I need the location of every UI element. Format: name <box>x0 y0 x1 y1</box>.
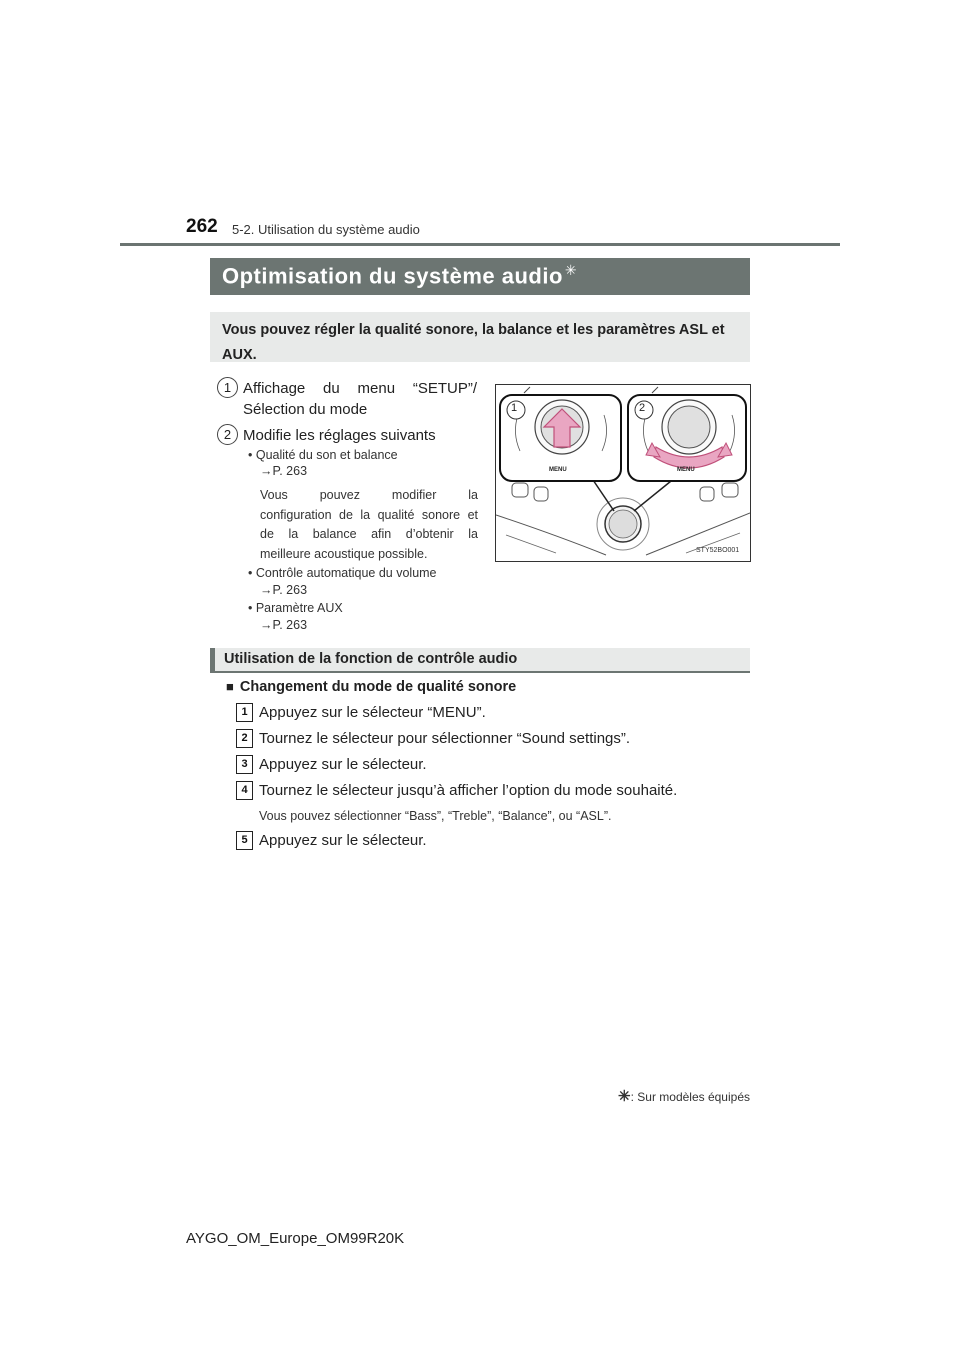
subsection-title: Utilisation de la fonction de contrôle audio <box>224 651 518 667</box>
bullet-aux-ref: →P. 263 <box>260 618 308 632</box>
audio-control-illustration <box>495 384 751 562</box>
footer-doc-id: AYGO_OM_Europe_OM99R20K <box>186 1230 405 1247</box>
bullet-volume-control: • Contrôle automatique du volume <box>248 566 437 580</box>
figure-code: STY52BO001 <box>696 547 740 554</box>
step-text-2: Tournez le sélecteur pour sélectionner “Sound settings”. <box>259 730 631 747</box>
asterisk-icon: ✳ <box>564 262 578 278</box>
subsection-header <box>210 648 750 673</box>
subsection-header-bar <box>210 648 215 673</box>
footnote <box>540 1087 750 1105</box>
item-1-line-1: Affichage du menu “SETUP”/ <box>243 380 477 397</box>
page-title-text: Optimisation du système audio <box>222 263 563 289</box>
callout-number-1: 1 <box>511 402 518 414</box>
bullet-volume-control-ref: →P. 263 <box>260 583 308 597</box>
page-title <box>222 262 577 289</box>
step-number-5: 5 <box>236 831 253 850</box>
step-number-4: 4 <box>236 781 253 800</box>
change-heading-text: Changement du mode de qualité sonore <box>239 679 517 695</box>
step-number-1: 1 <box>236 703 253 722</box>
step-number-3: 3 <box>236 755 253 774</box>
intro-box <box>210 312 750 362</box>
step-text-4: Tournez le sélecteur jusqu’à afficher l’option du mode souhaité. <box>259 782 678 799</box>
page-number: 262 <box>186 216 218 237</box>
square-marker-icon: ■ <box>226 679 234 694</box>
footnote-text: : Sur modèles équipés <box>630 1090 750 1104</box>
intro-text: Vous pouvez régler la qualité sonore, la balance et les paramètres ASL et AUX. <box>222 322 725 363</box>
desc-line-1: Vous pouvez modifier la <box>260 488 478 502</box>
section-label: 5-2. Utilisation du système audio <box>232 222 420 237</box>
step-text-5: Appuyez sur le sélecteur. <box>259 832 427 849</box>
item-2-text: Modifie les réglages suivants <box>243 427 436 444</box>
title-bar <box>210 258 750 295</box>
bullet-aux: • Paramètre AUX <box>248 601 343 615</box>
step-note: Vous pouvez sélectionner “Bass”, “Treble”, “Balance”, ou “ASL”. <box>259 809 612 823</box>
menu-label-2: MENU <box>677 467 695 473</box>
callout-number-2: 2 <box>639 402 646 414</box>
sound-description <box>260 486 478 564</box>
asterisk-icon: ✳ <box>618 1088 631 1105</box>
change-heading <box>226 679 516 695</box>
bullet-sound-quality-ref: →P. 263 <box>260 464 308 478</box>
step-text-1: Appuyez sur le sélecteur “MENU”. <box>259 704 486 721</box>
item-1-line-2: Sélection du mode <box>243 401 368 418</box>
desc-line-3: de la balance afin d’obtenir la <box>260 527 478 541</box>
item-number-2: 2 <box>217 424 238 445</box>
step-number-2: 2 <box>236 729 253 748</box>
item-number-1: 1 <box>217 377 238 398</box>
step-text-3: Appuyez sur le sélecteur. <box>259 756 427 773</box>
illustration-svg <box>496 385 750 561</box>
desc-line-2: configuration de la qualité sonore et <box>260 507 478 522</box>
menu-label-1: MENU <box>549 467 567 473</box>
bullet-sound-quality: • Qualité du son et balance <box>248 448 398 462</box>
header-rule <box>120 243 840 246</box>
desc-line-4: meilleure acoustique possible. <box>260 546 428 561</box>
